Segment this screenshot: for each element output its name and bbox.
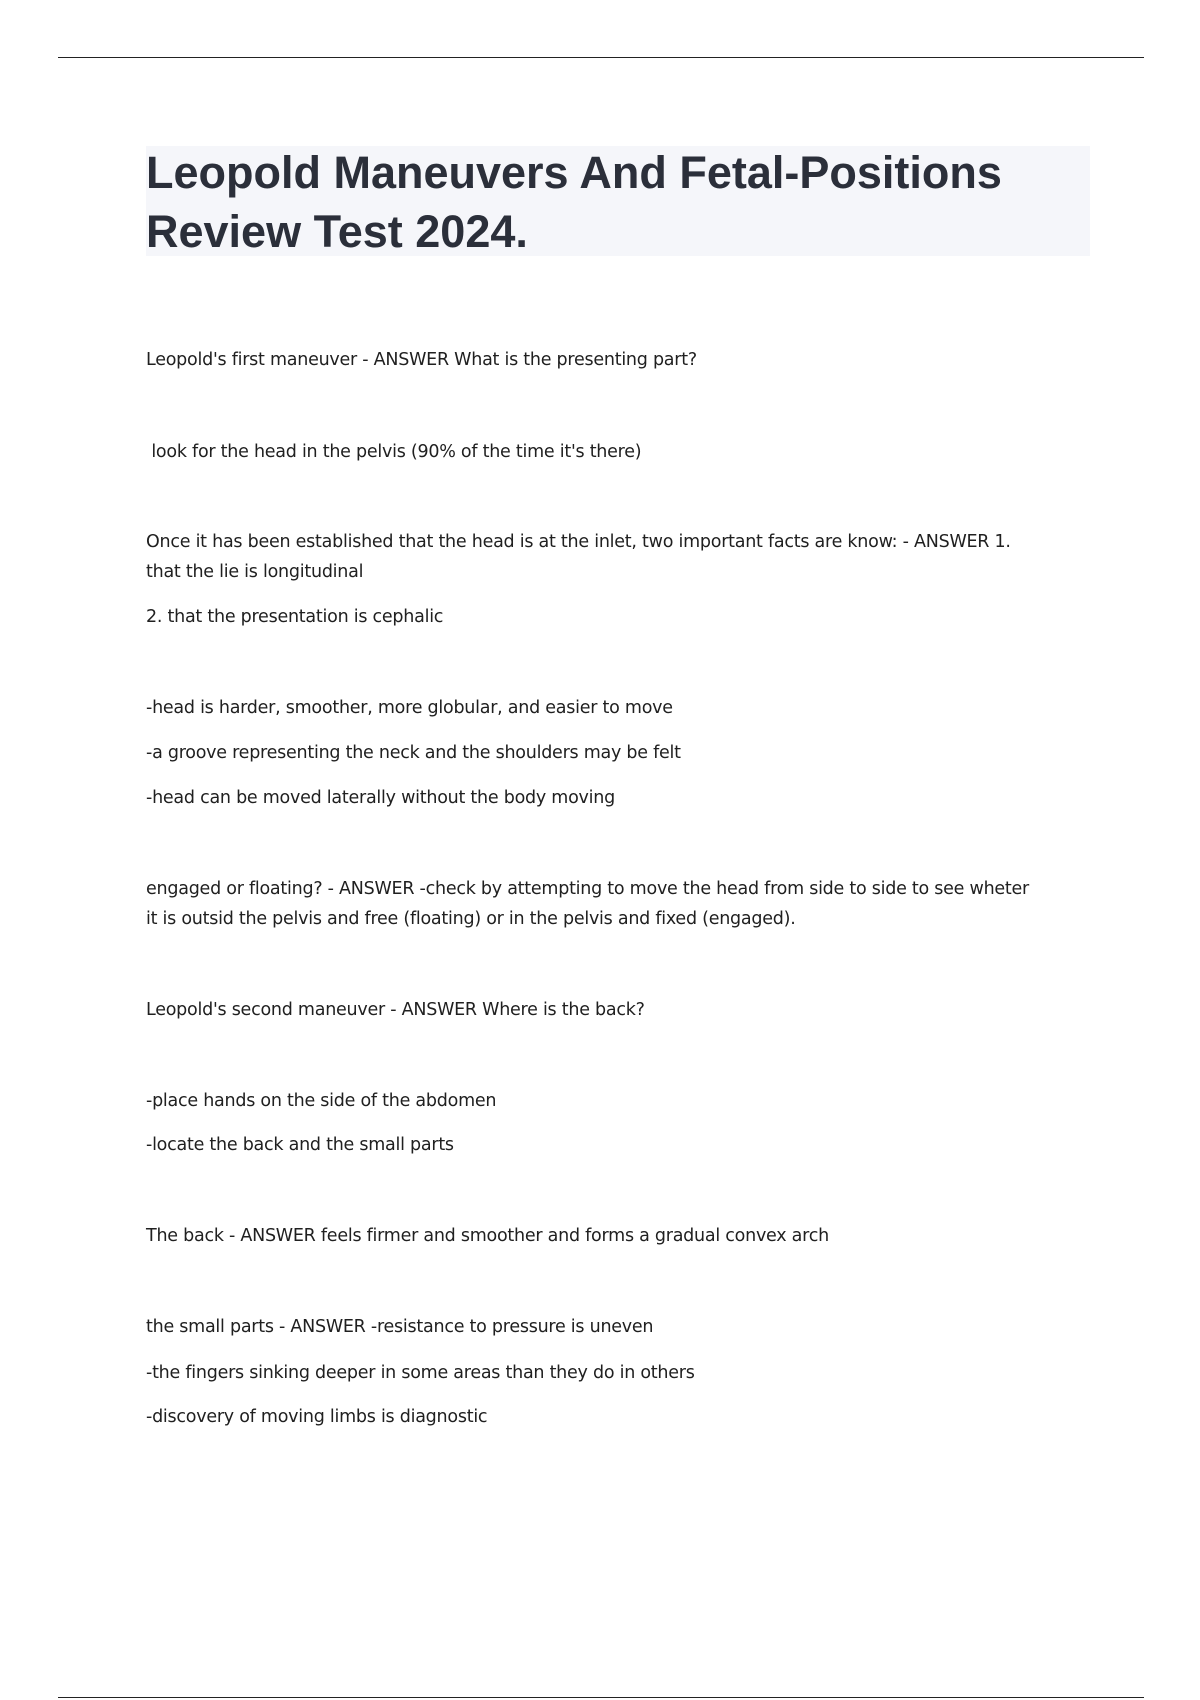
qa-the-back: The back - ANSWER feels firmer and smoother and forms a gradual convex arch <box>146 1226 829 1246</box>
bottom-divider <box>58 1697 1144 1698</box>
small-parts-detail-1: -the fingers sinking deeper in some areas than they do in others <box>146 1363 695 1383</box>
second-maneuver-detail-2: -locate the back and the small parts <box>146 1135 454 1155</box>
head-detail-3: -head can be moved laterally without the body moving <box>146 788 615 808</box>
qa-first-maneuver: Leopold's first maneuver - ANSWER What is the presenting part? <box>146 350 697 370</box>
document-title-line-2: Review Test 2024. <box>146 206 528 257</box>
qa-engaged-floating: engaged or floating? - ANSWER -check by attempting to move the head from side to side to see wheter <box>146 879 1030 899</box>
second-maneuver-detail-1: -place hands on the side of the abdomen <box>146 1091 497 1111</box>
head-detail-2: -a groove representing the neck and the shoulders may be felt <box>146 743 681 763</box>
document-title-line-1: Leopold Maneuvers And Fetal-Positions <box>146 147 1002 198</box>
small-parts-detail-2: -discovery of moving limbs is diagnostic <box>146 1407 488 1427</box>
qa-head-at-inlet-2: 2. that the presentation is cephalic <box>146 607 444 627</box>
qa-small-parts: the small parts - ANSWER -resistance to pressure is uneven <box>146 1317 654 1337</box>
qa-head-at-inlet: Once it has been established that the head is at the inlet, two important facts are know: - ANSWER 1. <box>146 532 1011 552</box>
top-divider <box>58 57 1144 58</box>
qa-engaged-floating-cont: it is outsid the pelvis and free (floating) or in the pelvis and fixed (engaged). <box>146 909 796 929</box>
qa-head-at-inlet-cont: that the lie is longitudinal <box>146 562 364 582</box>
qa-first-maneuver-detail: look for the head in the pelvis (90% of the time it's there) <box>146 442 642 462</box>
qa-second-maneuver: Leopold's second maneuver - ANSWER Where is the back? <box>146 1000 645 1020</box>
head-detail-1: -head is harder, smoother, more globular, and easier to move <box>146 698 673 718</box>
